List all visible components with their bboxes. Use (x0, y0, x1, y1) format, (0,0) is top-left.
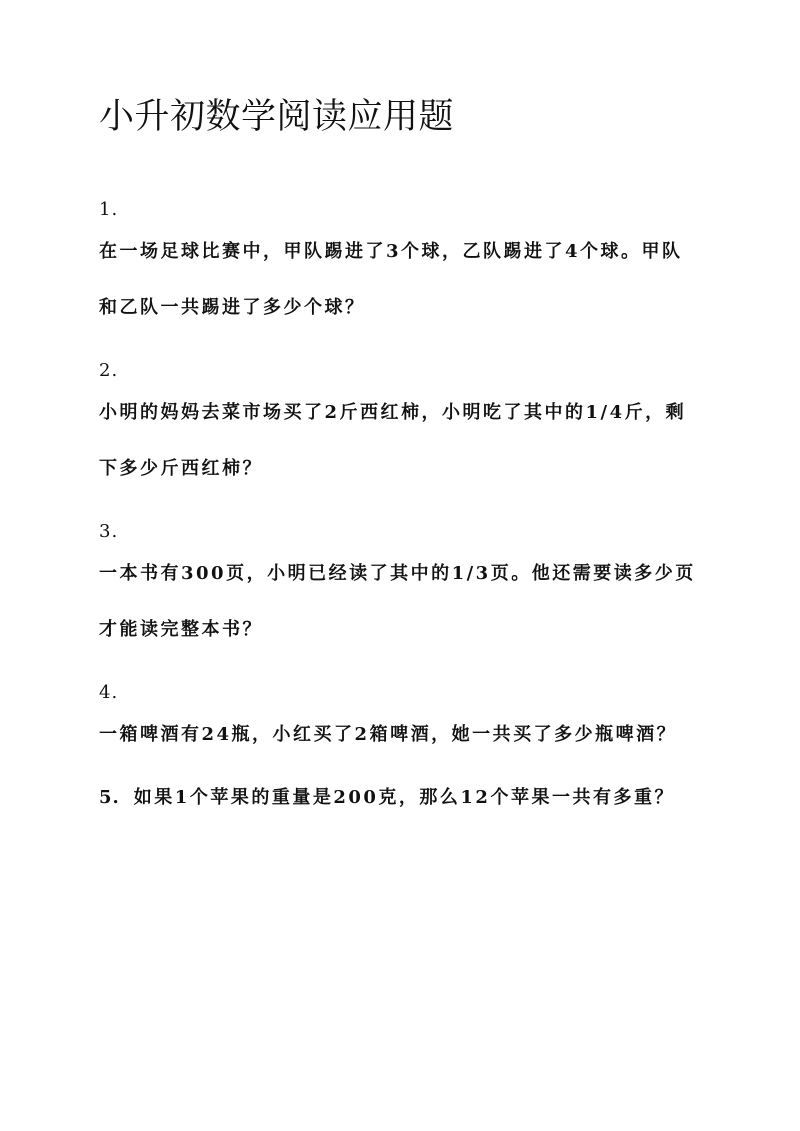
question-1 (99, 196, 699, 336)
question-4 (99, 679, 699, 763)
document-title: 小升初数学阅读应用题 (99, 97, 455, 137)
question-text: 在一场足球比赛中，甲队踢进了3个球，乙队踢进了4个球。甲队和乙队一共踢进了多少个球？ (99, 241, 683, 318)
question-list (99, 196, 699, 833)
question-3 (99, 518, 699, 658)
question-text: 一箱啤酒有24瓶，小红买了2箱啤酒，她一共买了多少瓶啤酒？ (99, 724, 678, 745)
question-text: 如果1个苹果的重量是200克，那么12个苹果一共有多重？ (133, 787, 675, 808)
question-number: 4. (99, 682, 119, 703)
question-text: 一本书有300页，小明已经读了其中的1/3页。他还需要读多少页才能读完整本书？ (99, 563, 696, 640)
question-2 (99, 357, 699, 497)
question-number: 2. (99, 360, 119, 381)
question-text: 小明的妈妈去菜市场买了2斤西红柿，小明吃了其中的1/4斤，剩下多少斤西红柿？ (99, 402, 687, 479)
question-number: 1. (99, 199, 119, 220)
question-5 (99, 784, 699, 812)
question-line (99, 787, 675, 808)
question-number: 5. (99, 787, 120, 808)
question-number: 3. (99, 521, 119, 542)
